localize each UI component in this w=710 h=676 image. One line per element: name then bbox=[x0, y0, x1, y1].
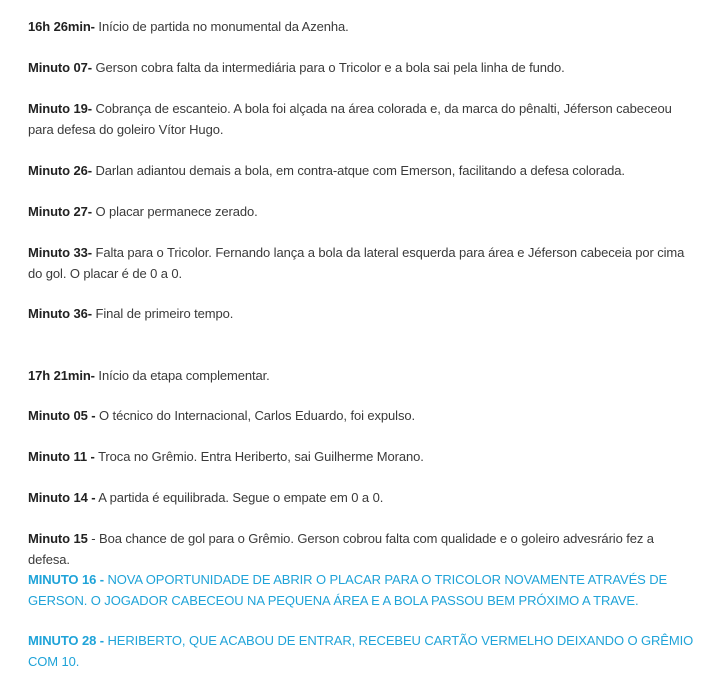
entry-time: Minuto 07- bbox=[28, 60, 92, 75]
entry-text: Início da etapa complementar. bbox=[94, 368, 270, 383]
entry-time: Minuto 05 - bbox=[28, 408, 96, 423]
commentary-entry bbox=[28, 529, 694, 570]
entry-time: Minuto 33- bbox=[28, 245, 92, 260]
entry-text: Darlan adiantou demais a bola, em contra-atque com Emerson, facilitando a defesa colorada. bbox=[92, 163, 625, 178]
entry-time: Minuto 36- bbox=[28, 306, 92, 321]
commentary-entry bbox=[28, 304, 233, 325]
commentary-entry bbox=[28, 243, 694, 284]
commentary-entry bbox=[28, 202, 258, 223]
commentary-entry-highlight bbox=[28, 570, 694, 611]
commentary-entry bbox=[28, 99, 694, 140]
entry-time: Minuto 27- bbox=[28, 204, 92, 219]
entry-time: Minuto 15 bbox=[28, 531, 88, 546]
commentary-entry bbox=[28, 17, 349, 38]
commentary-entry bbox=[28, 406, 415, 427]
commentary-entry bbox=[28, 58, 565, 79]
entry-text: Início de partida no monumental da Azenha. bbox=[94, 19, 349, 34]
commentary-entry bbox=[28, 488, 383, 509]
entry-time: Minuto 14 - bbox=[28, 490, 96, 505]
entry-time: MINUTO 28 - bbox=[28, 633, 104, 648]
entry-time: Minuto 11 - bbox=[28, 449, 95, 464]
entry-time: Minuto 26- bbox=[28, 163, 92, 178]
entry-text: Gerson cobra falta da intermediária para o Tricolor e a bola sai pela linha de fundo. bbox=[92, 60, 565, 75]
commentary-entry-highlight bbox=[28, 631, 694, 672]
commentary-entry bbox=[28, 447, 424, 468]
entry-time: MINUTO 16 - bbox=[28, 572, 104, 587]
entry-time: Minuto 19- bbox=[28, 101, 92, 116]
entry-text: Falta para o Tricolor. Fernando lança a bola da lateral esquerda para área e Jéferson cabeceia por cima do gol. O placar é de 0 a 0. bbox=[28, 245, 685, 281]
entry-text: O técnico do Internacional, Carlos Eduardo, foi expulso. bbox=[95, 408, 416, 423]
commentary-entry bbox=[28, 161, 625, 182]
entry-text: - Boa chance de gol para o Grêmio. Gerson cobrou falta com qualidade e o goleiro advesrário fez a defesa. bbox=[28, 531, 654, 567]
entry-text: HERIBERTO, QUE ACABOU DE ENTRAR, RECEBEU CARTÃO VERMELHO DEIXANDO O GRÊMIO COM 10. bbox=[28, 633, 694, 669]
entry-text: Cobrança de escanteio. A bola foi alçada na área colorada e, da marca do pênalti, Jéferson cabeceou para defesa do goleiro Vítor Hugo. bbox=[28, 101, 672, 137]
entry-text: O placar permanece zerado. bbox=[92, 204, 258, 219]
commentary-entry bbox=[28, 366, 270, 387]
entry-text: NOVA OPORTUNIDADE DE ABRIR O PLACAR PARA O TRICOLOR NOVAMENTE ATRAVÉS DE GERSON. O JOGADOR CABECEOU NA PEQUENA ÁREA E A BOLA PASSOU BEM PRÓXIMO A TRAVE. bbox=[28, 572, 668, 608]
entry-text: A partida é equilibrada. Segue o empate em 0 a 0. bbox=[95, 490, 384, 505]
entry-text: Final de primeiro tempo. bbox=[92, 306, 234, 321]
entry-text: Troca no Grêmio. Entra Heriberto, sai Guilherme Morano. bbox=[94, 449, 424, 464]
entry-time: 16h 26min- bbox=[28, 19, 95, 34]
entry-time: 17h 21min- bbox=[28, 368, 95, 383]
